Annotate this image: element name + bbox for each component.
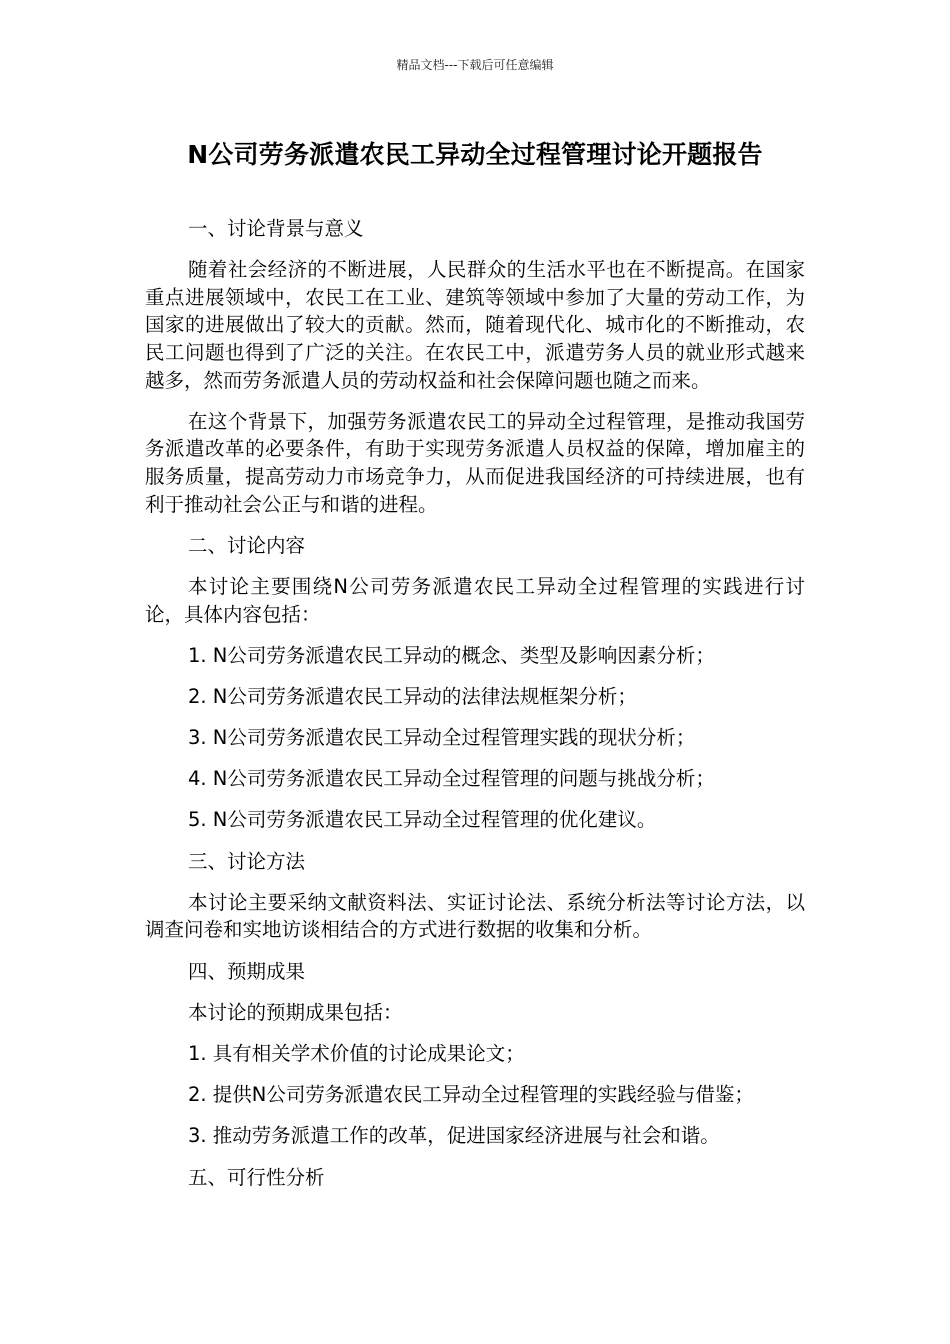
paragraph-content-intro: 本讨论主要围绕N公司劳务派遣农民工异动全过程管理的实践进行讨论，具体内容包括： — [145, 574, 805, 626]
content-list-item: 4. N公司劳务派遣农民工异动全过程管理的问题与挑战分析； — [188, 767, 715, 791]
section-heading-feasibility: 五、可行性分析 — [188, 1165, 325, 1189]
paragraph-results-intro: 本讨论的预期成果包括： — [188, 1000, 403, 1024]
paragraph-method: 本讨论主要采纳文献资料法、实证讨论法、系统分析法等讨论方法，以调查问卷和实地访谈相结合的方式进行数据的收集和分析。 — [145, 890, 805, 942]
header-note: 精品文档---下载后可任意编辑 — [396, 58, 554, 72]
content-list-item: 3. N公司劳务派遣农民工异动全过程管理实践的现状分析； — [188, 726, 696, 750]
content-list-item: 5. N公司劳务派遣农民工异动全过程管理的优化建议。 — [188, 808, 657, 832]
section-heading-content: 二、讨论内容 — [188, 533, 306, 557]
section-heading-background: 一、讨论背景与意义 — [188, 217, 364, 240]
section-heading-method: 三、讨论方法 — [188, 849, 306, 873]
results-list-item: 1. 具有相关学术价值的讨论成果论文； — [188, 1041, 525, 1065]
section-heading-results: 四、预期成果 — [188, 959, 306, 983]
paragraph-background-2: 在这个背景下，加强劳务派遣农民工的异动全过程管理，是推动我国劳务派遣改革的必要条件，有助于实现劳务派遣人员权益的保障，增加雇主的服务质量，提高劳动力市场竞争力，从而促进我国经济的可持续进展，也有利于推动社会公正与和谐的进程。 — [145, 409, 805, 516]
results-list-item: 2. 提供N公司劳务派遣农民工异动全过程管理的实践经验与借鉴； — [188, 1083, 754, 1107]
document-title: N公司劳务派遣农民工异动全过程管理讨论开题报告 — [187, 140, 763, 169]
content-list-item: 2. N公司劳务派遣农民工异动的法律法规框架分析； — [188, 684, 637, 708]
document-body — [145, 215, 805, 1205]
content-list-item: 1. N公司劳务派遣农民工异动的概念、类型及影响因素分析； — [188, 643, 715, 667]
paragraph-background-1: 随着社会经济的不断进展，人民群众的生活水平也在不断提高。在国家重点进展领域中，农民工在工业、建筑等领域中参加了大量的劳动工作，为国家的进展做出了较大的贡献。然而，随着现代化、城市化的不断推动，农民工问题也得到了广泛的关注。在农民工中，派遣劳务人员的就业形式越来越多，然而劳务派遣人员的劳动权益和社会保障问题也随之而来。 — [145, 258, 805, 392]
results-list-item: 3. 推动劳务派遣工作的改革，促进国家经济进展与社会和谐。 — [188, 1124, 720, 1148]
